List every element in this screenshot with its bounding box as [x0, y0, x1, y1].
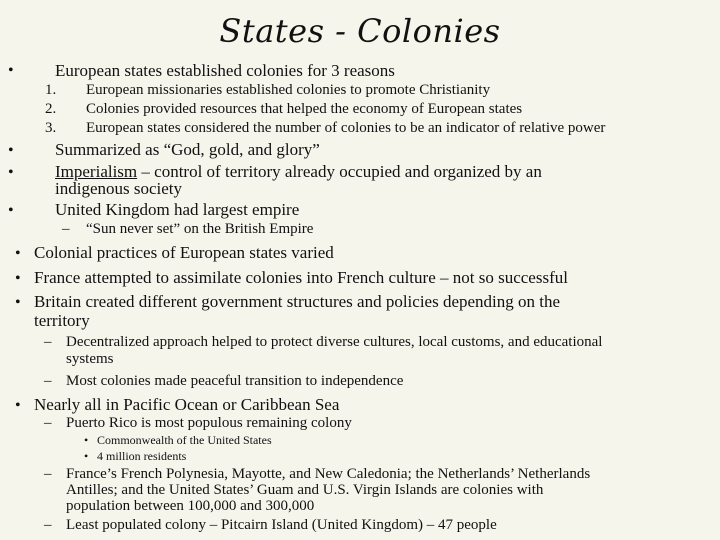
- sub-sun-never-set: “Sun never set” on the British Empire: [86, 221, 314, 237]
- bullet-icon: •: [15, 245, 21, 262]
- point-practices: Colonial practices of European states varied: [34, 243, 334, 262]
- dash-icon: –: [44, 517, 52, 533]
- point-colonies-reasons: European states established colonies for 3 reasons: [55, 61, 395, 80]
- slide-title: States - Colonies: [219, 12, 501, 50]
- bullet-icon: •: [84, 433, 89, 447]
- bullet-icon: •: [15, 270, 21, 287]
- point-britain: Britain created different government structures and policies depending on the: [34, 292, 561, 311]
- bullet-icon: •: [8, 62, 14, 79]
- point-imperialism: Imperialism – control of territory already occupied and organized by an: [55, 162, 542, 181]
- sub-decentralized-cont: systems: [66, 351, 114, 367]
- dash-icon: –: [44, 466, 52, 482]
- dash-icon: –: [44, 415, 52, 431]
- point-france: France attempted to assimilate colonies into French culture – not so successful: [34, 268, 568, 287]
- sub-french-colonies-cont: Antilles; and the United States’ Guam and U.S. Virgin Islands are colonies with: [66, 482, 544, 498]
- sub-puerto-rico: Puerto Rico is most populous remaining colony: [66, 415, 352, 431]
- bullet-icon: •: [15, 294, 21, 311]
- bullet-icon: •: [84, 449, 89, 463]
- sub-sub-item: Commonwealth of the United States: [97, 433, 272, 447]
- item-number: 2.: [45, 101, 57, 117]
- imperialism-term: Imperialism: [55, 162, 138, 181]
- dash-icon: –: [44, 334, 52, 350]
- sub-sub-item: 4 million residents: [97, 449, 187, 463]
- bullet-icon: •: [8, 142, 14, 159]
- bullet-icon: •: [15, 397, 21, 414]
- reason-item: European missionaries established colonies to promote Christianity: [86, 82, 491, 98]
- item-number: 1.: [45, 82, 57, 98]
- point-britain-cont: territory: [34, 311, 90, 330]
- point-imperialism-cont: indigenous society: [55, 179, 183, 198]
- point-uk-empire: United Kingdom had largest empire: [55, 200, 300, 219]
- dash-icon: –: [44, 373, 52, 389]
- reason-item: Colonies provided resources that helped the economy of European states: [86, 101, 523, 117]
- point-pacific-caribbean: Nearly all in Pacific Ocean or Caribbean Sea: [34, 395, 340, 414]
- bullet-icon: •: [8, 202, 14, 219]
- sub-decentralized: Decentralized approach helped to protect diverse cultures, local customs, and educational: [66, 334, 603, 350]
- dash-icon: –: [62, 221, 70, 237]
- sub-french-colonies: France’s French Polynesia, Mayotte, and New Caledonia; the Netherlands’ Netherlands: [66, 466, 591, 482]
- sub-peaceful-transition: Most colonies made peaceful transition to independence: [66, 373, 404, 389]
- bullet-icon: •: [8, 164, 14, 181]
- item-number: 3.: [45, 120, 57, 136]
- sub-french-colonies-cont: population between 100,000 and 300,000: [66, 498, 315, 514]
- sub-pitcairn: Least populated colony – Pitcairn Island (United Kingdom) – 47 people: [66, 517, 497, 533]
- point-summary: Summarized as “God, gold, and glory”: [55, 140, 320, 159]
- reason-item: European states considered the number of colonies to be an indicator of relative power: [86, 120, 606, 136]
